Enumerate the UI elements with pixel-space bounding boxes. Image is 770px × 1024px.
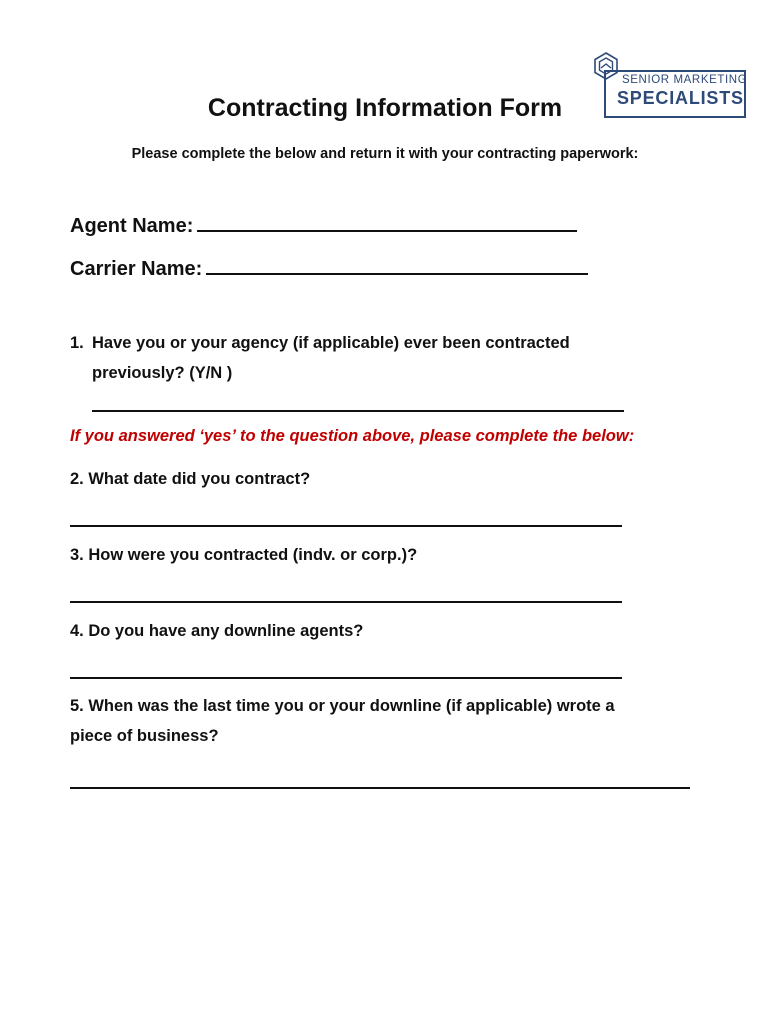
question-2-text: 2. What date did you contract? <box>70 470 311 488</box>
question-5-answer-blank[interactable] <box>70 787 690 789</box>
form-title: Contracting Information Form <box>207 94 563 122</box>
question-3-answer-blank[interactable] <box>70 601 622 603</box>
question-3-text: 3. How were you contracted (indv. or corp.)? <box>70 546 418 564</box>
question-5-text <box>70 691 615 751</box>
carrier-name-blank[interactable] <box>206 255 588 275</box>
carrier-name-label: Carrier Name: <box>70 258 203 280</box>
question-4-answer-blank[interactable] <box>70 677 622 679</box>
agent-name-blank[interactable] <box>197 212 577 232</box>
logo-text-top: SENIOR MARKETING <box>622 74 748 86</box>
question-1-line1: Have you or your agency (if applicable) ever been contracted <box>92 334 570 352</box>
form-subtitle: Please complete the below and return it with your contracting paperwork: <box>131 146 639 162</box>
agent-name-label: Agent Name: <box>70 215 194 237</box>
question-1-text <box>92 328 570 388</box>
question-1-number: 1. <box>70 334 84 352</box>
conditional-notice: If you answered ‘yes’ to the question above, please complete the below: <box>70 427 635 445</box>
question-5-line1: 5. When was the last time you or your downline (if applicable) wrote a <box>70 697 615 715</box>
question-1-answer-blank[interactable] <box>92 410 624 412</box>
question-2-answer-blank[interactable] <box>70 525 622 527</box>
carrier-name-field[interactable] <box>70 255 588 281</box>
question-1-line2: previously? (Y/N ) <box>92 364 233 382</box>
question-5-line2: piece of business? <box>70 727 219 745</box>
question-4-text: 4. Do you have any downline agents? <box>70 622 364 640</box>
logo-text-bottom: SPECIALISTS <box>617 88 744 108</box>
agent-name-field[interactable] <box>70 212 577 238</box>
